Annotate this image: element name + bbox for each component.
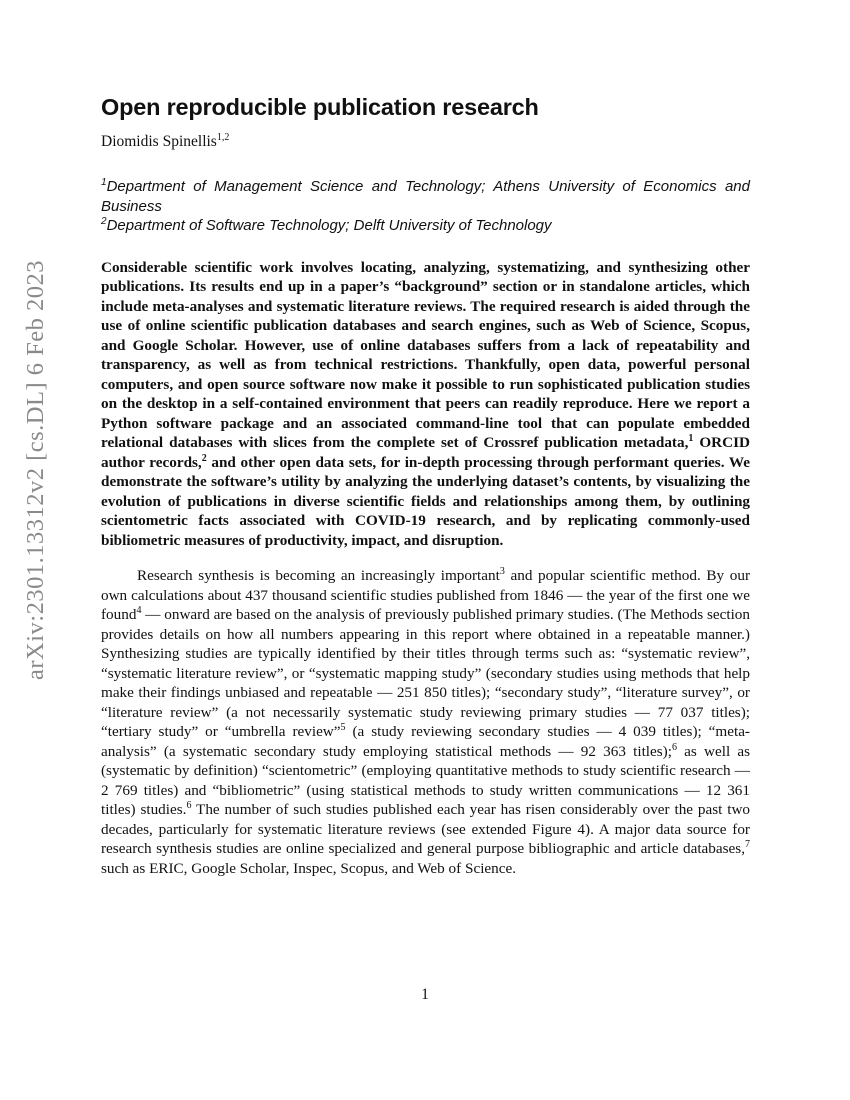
body-text: — onward are based on the analysis of previously published primary studies. (The Methods section provides details on how all numbers appearing in this report where obtained in a repeatable manner.) Synthesizing studies are typically identified by their titles through terms such as: “systematic review”, “systematic literature review”, or “systematic mapping study” (secondary studies using methods that help make their findings unbiased and repeatable — 251 850 titles); “secondary study”, “literature survey”, or “literature review” (a not necessarily systematic study reviewing primary studies — 77 037 titles); “tertiary study” or “umbrella review” bbox=[101, 606, 750, 740]
page-number: 1 bbox=[421, 986, 429, 1003]
abstract bbox=[101, 258, 750, 551]
author-name: Diomidis Spinellis bbox=[101, 133, 217, 150]
affiliation-text: Department of Management Science and Technology; Athens University of Economics and Business bbox=[101, 178, 750, 215]
reference-marker: 5 bbox=[340, 721, 346, 733]
body-text: The number of such studies published each year has risen considerably over the past two decades, particularly for systematic literature reviews (see extended Figure 4). A major data source for research synthesis studies are online specialized and general purpose bibliographic and article databases, bbox=[101, 801, 751, 857]
body-text: and popular scientific method. By our own calculations about 437 thousand scientific studies published from 1846 — the year of the first one we found bbox=[101, 567, 751, 623]
reference-marker: 3 bbox=[499, 565, 505, 577]
reference-marker: 6 bbox=[186, 799, 192, 811]
body-text: such as ERIC, Google Scholar, Inspec, Scopus, and Web of Science. bbox=[101, 859, 517, 877]
arxiv-identifier-stamp bbox=[8, 260, 64, 680]
body-text: (a study reviewing secondary studies — 4 039 titles); “meta-analysis” (a systematic secondary study employing statistical methods — 92 363 titles); bbox=[101, 723, 750, 760]
affiliations bbox=[101, 177, 750, 236]
reference-marker: 2 bbox=[201, 452, 207, 464]
reference-marker: 4 bbox=[136, 604, 142, 616]
reference-marker: 6 bbox=[671, 741, 677, 753]
affiliation-text: Department of Software Technology; Delft University of Technology bbox=[106, 217, 552, 234]
paper-title: Open reproducible publication research bbox=[101, 94, 539, 120]
affiliation-mark: 2 bbox=[101, 216, 107, 227]
body-text: Research synthesis is becoming an increasingly important bbox=[137, 567, 500, 584]
affiliation-mark: 1 bbox=[101, 177, 107, 188]
reference-marker: 7 bbox=[745, 838, 750, 850]
abstract-text: Considerable scientific work involves locating, analyzing, systematizing, and synthesizing other publications. Its results end up in a paper’s “background” section or in standalone articles, which include meta-analyses and systematic literature reviews. The required research is aided through the use of online scientific publication databases and search engines, such as Web of Science, Scopus, and Google Scholar. However, use of online databases suffers from a lack of repeatability and transparency, as well as from technical restrictions. Thankfully, open data, powerful personal computers, and open source software now make it possible to run sophisticated publication studies on the desktop in a self-contained environment that peers can readily reproduce. Here we report a Python software package and an associated command-line tool that can populate embedded relational databases with slices from the complete set of Crossref publication metadata, bbox=[101, 258, 750, 451]
abstract-text: ORCID author records, bbox=[101, 434, 750, 471]
reference-marker: 1 bbox=[688, 432, 694, 444]
abstract-text: and other open data sets, for in-depth processing through performant queries. We demonstrate the software’s utility by analyzing the underlying dataset’s contents, by visualizing the evolution of publications in diverse scientific fields and relationships among them, by outlining scientometric facts associated with COVID-19 research, and by replicating commonly-used bibliometric measures of productivity, impact, and disruption. bbox=[101, 453, 750, 549]
body-text: as well as (systematic by definition) “scientometric” (employing quantitative methods to study scientific research — 2 769 titles) and “bibliometric” (using statistical methods to study written communications — 12 361 titles) studies. bbox=[101, 742, 751, 818]
author-affiliation-marks: 1,2 bbox=[216, 131, 230, 143]
arxiv-id-text: arXiv:2301.13312v2 [cs.DL] 6 Feb 2023 bbox=[22, 260, 50, 680]
paper-page bbox=[101, 92, 750, 893]
affiliation-2 bbox=[101, 216, 750, 236]
body-paragraph bbox=[101, 566, 750, 878]
affiliation-1 bbox=[101, 177, 750, 216]
author-line bbox=[101, 132, 750, 152]
